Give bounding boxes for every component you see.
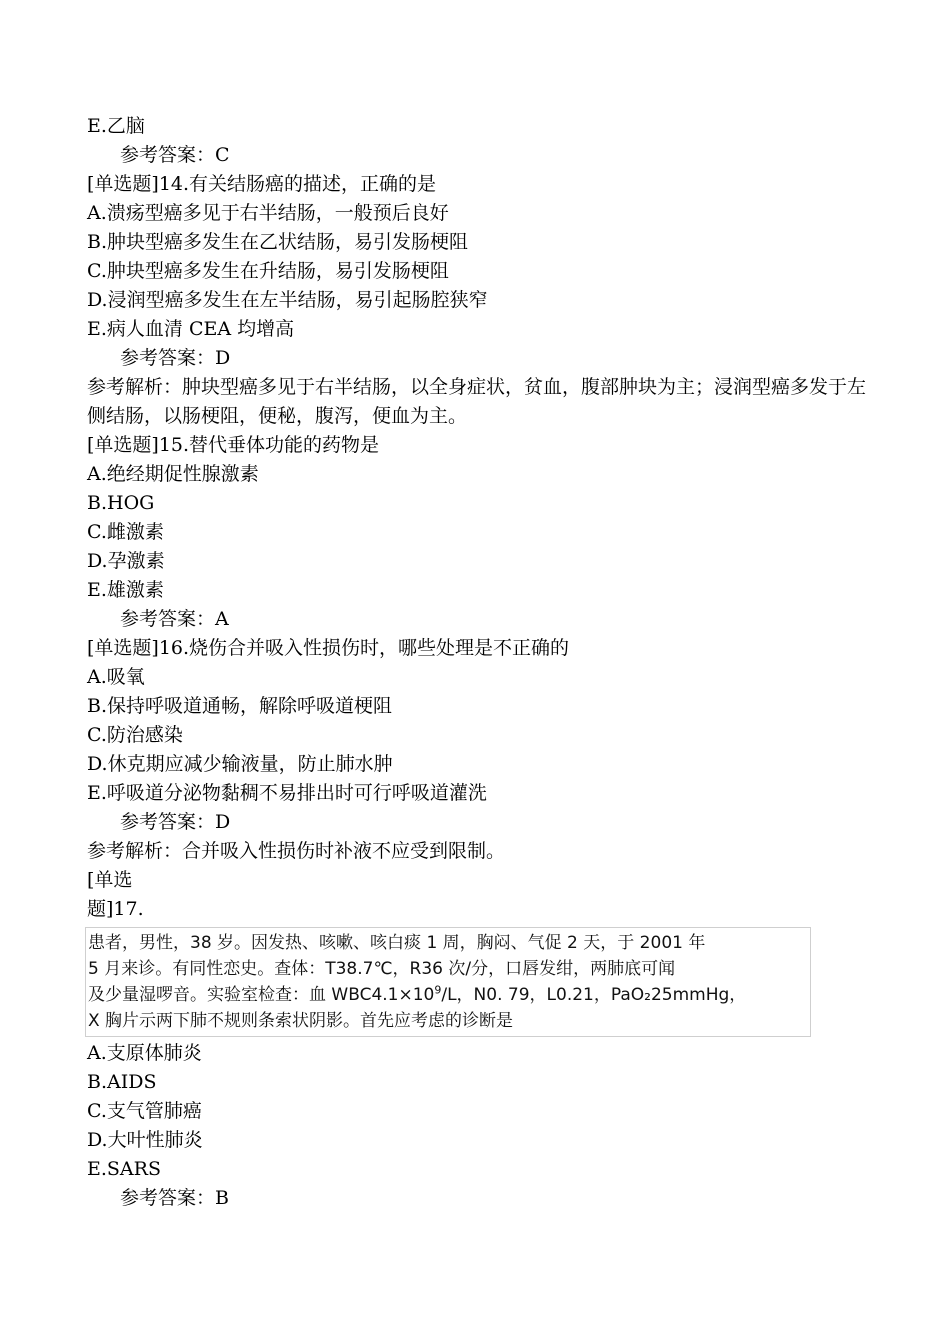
stem-line: 患者，男性，38 岁。因发热、咳嗽、咳白痰 1 周，胸闷、气促 2 天，于 2001 年 <box>88 933 706 953</box>
option-line: C.雌激素 <box>87 521 164 543</box>
option-line: E.乙脑 <box>87 115 145 137</box>
analysis-14: 参考解析：肿块型癌多见于右半结肠，以全身症状，贫血，腹部肿块为主；浸润型癌多发于左侧结肠，以肠梗阻，便秘，腹泻，便血为主。 <box>87 376 867 427</box>
option-line: A.绝经期促性腺激素 <box>87 463 259 485</box>
analysis-line: 参考解析：合并吸入性损伤时补液不应受到限制。 <box>87 840 506 862</box>
option-line: B.肿块型癌多发生在乙状结肠，易引发肠梗阻 <box>87 231 469 253</box>
option-line: B.保持呼吸道通畅，解除呼吸道梗阻 <box>87 695 393 717</box>
option-line: E.雄激素 <box>87 579 164 601</box>
stem-line <box>88 982 810 1008</box>
answer-line: 参考答案：B <box>120 1187 229 1209</box>
stem-superscript: 9 <box>434 983 442 997</box>
option-line: D.孕激素 <box>87 550 165 572</box>
question-14-block <box>87 112 867 373</box>
question-17-options <box>87 1039 867 1213</box>
exam-page <box>87 112 867 1213</box>
option-line: D.休克期应减少输液量，防止肺水肿 <box>87 753 393 775</box>
question-line: [单选题]16.烧伤合并吸入性损伤时，哪些处理是不正确的 <box>87 637 570 659</box>
option-line: D.浸润型癌多发生在左半结肠，易引起肠腔狭窄 <box>87 289 488 311</box>
option-line: C.防治感染 <box>87 724 183 746</box>
option-line: A.吸氧 <box>87 666 145 688</box>
question-line: [单选 <box>87 869 133 891</box>
stem-line: X 胸片示两下肺不规则条索状阴影。首先应考虑的诊断是 <box>88 1011 514 1031</box>
option-line: C.支气管肺癌 <box>87 1100 202 1122</box>
option-line: B.HOG <box>87 492 155 514</box>
question-line: [单选题]14.有关结肠癌的描述，正确的是 <box>87 173 437 195</box>
option-line: A.溃疡型癌多见于右半结肠，一般预后良好 <box>87 202 449 224</box>
option-line: E.病人血清 CEA 均增高 <box>87 318 295 340</box>
answer-line: 参考答案：D <box>120 347 231 369</box>
option-line: E.呼吸道分泌物黏稠不易排出时可行呼吸道灌洗 <box>87 782 487 804</box>
answer-line: 参考答案：D <box>120 811 231 833</box>
option-line: A.支原体肺炎 <box>87 1042 202 1064</box>
option-line: E.SARS <box>87 1158 161 1180</box>
option-line: D.大叶性肺炎 <box>87 1129 203 1151</box>
option-line: B.AIDS <box>87 1071 157 1093</box>
question-15-16-block <box>87 431 867 924</box>
answer-line: 参考答案：A <box>120 608 229 630</box>
answer-line: 参考答案：C <box>120 144 230 166</box>
stem-text: /L，N0. 79，L0.21，PaO₂25mmHg， <box>441 985 747 1005</box>
question-line: 题]17. <box>87 898 144 920</box>
stem-text: 及少量湿啰音。实验室检查：血 WBC4.1×10 <box>88 985 435 1005</box>
question-line: [单选题]15.替代垂体功能的药物是 <box>87 434 380 456</box>
stem-line: 5 月来诊。有同性恋史。查体：T38.7℃，R36 次/分，口唇发绀，两肺底可闻 <box>88 959 676 979</box>
option-line: C.肿块型癌多发生在升结肠，易引发肠梗阻 <box>87 260 449 282</box>
question-17-stem-image <box>85 927 811 1037</box>
